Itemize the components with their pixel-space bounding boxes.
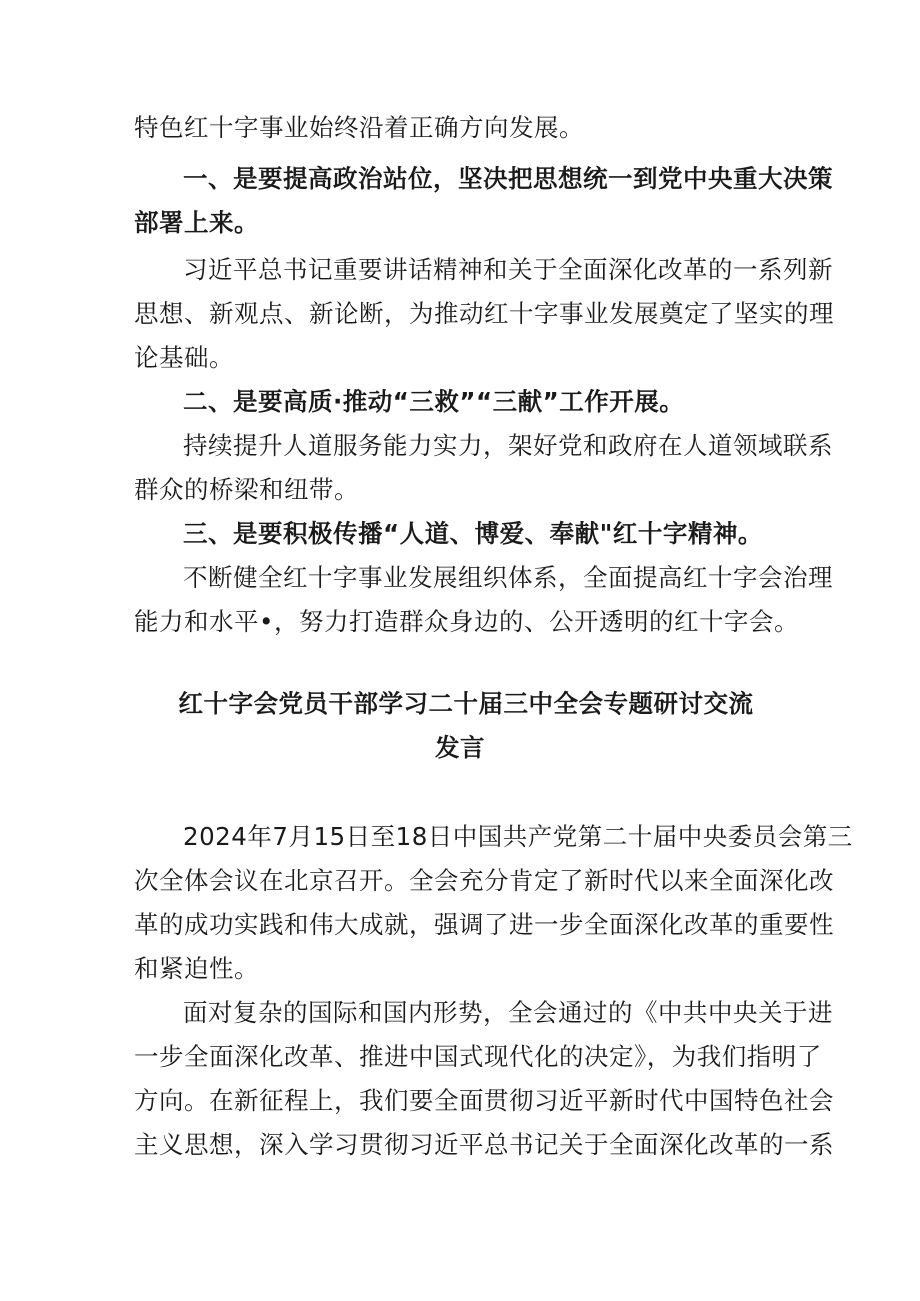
heading-three: 三、是要积极传播“人道、博爱、奉献"红十字精神。 xyxy=(183,519,763,548)
paragraph-one-line-2: 思想、新观点、新论断，为推动红十字事业发展奠定了坚实的理 xyxy=(134,299,834,328)
paragraph-two-line-1: 持续提升人道服务能力实力，架好党和政府在人道领域联系 xyxy=(183,431,833,460)
heading-two: 二、是要高质·推动“三救”“三献”工作开展。 xyxy=(183,387,685,416)
body-paragraph-one-line-1: 2024年7月15日至18日中国共产党第二十届中央委员会第三 xyxy=(183,822,853,851)
body-paragraph-two-line-4: 主义思想，深入学习贯彻习近平总书记关于全面深化改革的一系 xyxy=(134,1130,834,1159)
body-paragraph-one-line-2: 次全体会议在北京召开。全会充分肯定了新时代以来全面深化改 xyxy=(134,866,834,895)
body-paragraph-two-line-3: 方向。在新征程上，我们要全面贯彻习近平新时代中国特色社会 xyxy=(134,1086,834,1115)
paragraph-three-line-1: 不断健全红十字事业发展组织体系，全面提高红十字会治理 xyxy=(183,563,833,592)
paragraph-two-line-2: 群众的桥梁和纽带。 xyxy=(134,475,359,504)
body-paragraph-one-line-4: 和紧迫性。 xyxy=(134,954,259,983)
heading-one-line-1: 一、是要提高政治站位，坚决把思想统一到党中央重大决策 xyxy=(183,164,833,193)
paragraph-one-line-1: 习近平总书记重要讲话精神和关于全面深化改革的一系列新 xyxy=(183,255,833,284)
document-title-line-1: 红十字会党员干部学习二十届三中全会专题研讨交流 xyxy=(178,689,754,718)
body-paragraph-two-line-1: 面对复杂的国际和国内形势，全会通过的《中共中央关于进 xyxy=(183,998,833,1027)
document-title-line-2: 发言 xyxy=(435,733,485,762)
body-paragraph-one-line-3: 革的成功实践和伟大成就，强调了进一步全面深化改革的重要性 xyxy=(134,910,834,939)
heading-one-line-2: 部署上来。 xyxy=(134,208,259,237)
continuation-text: 特色红十字事业始终沿着正确方向发展。 xyxy=(134,113,584,142)
body-paragraph-two-line-2: 一步全面深化改革、推进中国式现代化的决定》，为我们指明了 xyxy=(134,1042,822,1071)
paragraph-three-line-2: 能力和水平•，努力打造群众身边的、公开透明的红十字会。 xyxy=(134,607,799,636)
paragraph-one-line-3: 论基础。 xyxy=(134,343,234,372)
